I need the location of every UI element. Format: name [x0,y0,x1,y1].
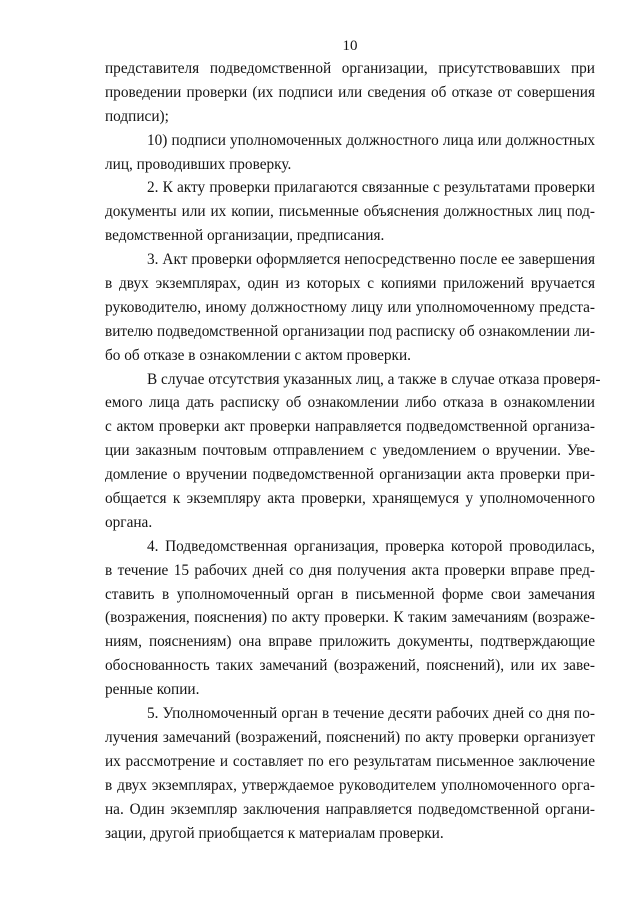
text-line: ведомственной организации, предписания. [105,227,385,245]
document-body [105,57,601,845]
text-line: вителю подведомственной организации под расписку об ознакомлении ли- [105,322,595,340]
paragraph-5 [105,702,595,845]
text-line: домление о вручении подведомственной организации акта проверки при- [105,466,595,484]
text-line: обоснованность таких замечаний (возражений, пояснений), или их заве- [105,657,595,675]
paragraph-3-absence [105,368,601,535]
text-line: ренные копии. [105,681,200,699]
text-line: общается к экземпляру акта проверки, хранящемуся у уполномоченного [105,490,595,508]
text-line: подписи); [105,107,169,125]
text-line: в двух экземплярах, один из которых с копиями приложений вручается [105,275,595,293]
text-line: ставить в уполномоченный орган в письменной форме свои замечания [105,585,595,603]
text-line: руководителю, иному должностному лицу или уполномоченному предста- [105,298,595,316]
text-line: 10) подписи уполномоченных должностного лица или должностных [147,131,595,149]
text-line: В случае отсутствия указанных лиц, а также в случае отказа проверя- [147,370,601,388]
text-line: емого лица дать расписку об ознакомлении либо отказа в ознакомлении [105,394,595,412]
text-line: 4. Подведомственная организация, проверка которой проводилась, [147,537,595,555]
text-line: с актом проверки акт проверки направляется подведомственной организа- [105,418,595,436]
text-line: лиц, проводивших проверку. [105,155,292,173]
text-line: зации, другой приобщается к материалам проверки. [105,824,444,842]
page-number: 10 [342,38,358,54]
text-line: проведении проверки (их подписи или сведения об отказе от совершения [105,83,595,101]
text-line: ции заказным почтовым отправлением с уведомлением о вручении. Уве- [105,442,595,460]
paragraph-item-10 [105,129,595,177]
text-line: представителя подведомственной организации, присутствовавших при [105,60,595,77]
text-line: 3. Акт проверки оформляется непосредственно после ее завершения [147,251,595,269]
paragraph-3 [105,248,595,367]
text-line: документы или их копии, письменные объяснения должностных лиц под- [105,203,595,221]
text-line: их рассмотрение и составляет по его результатам письменное заключение [105,752,595,770]
text-line: 5. Уполномоченный орган в течение десяти рабочих дней со дня по- [147,705,595,723]
text-line: бо об отказе в ознакомлении с актом проверки. [105,346,411,364]
text-line: в течение 15 рабочих дней со дня получения акта проверки вправе пред- [105,561,595,579]
text-line: ниям, пояснениям) она вправе приложить документы, подтверждающие [105,633,595,651]
text-line: органа. [105,513,153,531]
paragraph-4 [105,535,595,702]
text-line: на. Один экземпляр заключения направляется подведомственной органи- [105,800,595,818]
text-line: в двух экземплярах, утверждаемое руководителем уполномоченного орга- [105,776,595,794]
paragraph-2 [105,176,595,248]
text-line: (возражения, пояснения) по акту проверки. К таким замечаниям (возраже- [105,609,595,627]
paragraph-continued [105,57,595,129]
text-line: лучения замечаний (возражений, пояснений) по акту проверки организует [105,728,595,746]
text-line: 2. К акту проверки прилагаются связанные с результатами проверки [147,179,595,197]
